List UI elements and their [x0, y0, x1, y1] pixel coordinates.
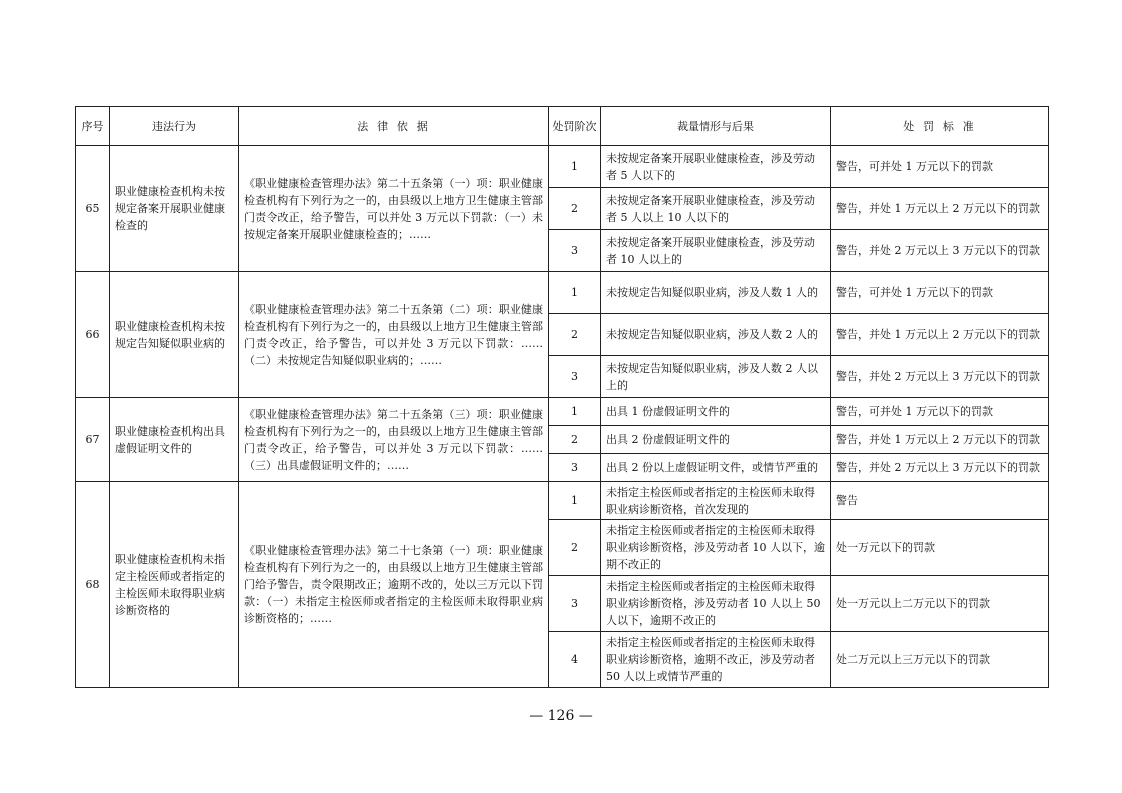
level-cell: 3: [549, 576, 601, 632]
circumstance-cell: 未指定主检医师或者指定的主检医师未取得职业病诊断资格，涉及劳动者 10 人以下，逾期不改正的: [601, 520, 831, 576]
legal-basis-cell: 《职业健康检查管理办法》第二十五条第（二）项：职业健康检查机构有下列行为之一的，由县级以上地方卫生健康主管部门责令改正，给予警告，可以并处 3 万元以下罚款：……（二）未按规定告知疑似职业病的；……: [239, 272, 549, 398]
table-row: [76, 398, 1049, 426]
standard-cell: 警告，并处 1 万元以上 2 万元以下的罚款: [831, 188, 1049, 230]
legal-basis-cell: 《职业健康检查管理办法》第二十五条第（三）项：职业健康检查机构有下列行为之一的，由县级以上地方卫生健康主管部门责令改正，给予警告，可以并处 3 万元以下罚款：……（三）出具虚假证明文件的；……: [239, 398, 549, 482]
level-cell: 2: [549, 426, 601, 454]
circumstance-cell: 未按规定备案开展职业健康检查，涉及劳动者 5 人以上 10 人以下的: [601, 188, 831, 230]
header-violation: 违法行为: [110, 107, 239, 146]
circumstance-cell: 未按规定告知疑似职业病，涉及人数 2 人以上的: [601, 356, 831, 398]
standard-cell: 处一万元以下的罚款: [831, 520, 1049, 576]
row-number: 68: [76, 482, 110, 688]
level-cell: 3: [549, 454, 601, 482]
header-standard: 处罚标准: [831, 107, 1049, 146]
penalty-table: [75, 106, 1049, 688]
level-cell: 3: [549, 356, 601, 398]
circumstance-cell: 未按规定备案开展职业健康检查，涉及劳动者 5 人以下的: [601, 146, 831, 188]
header-circumstances: 裁量情形与后果: [601, 107, 831, 146]
standard-cell: 警告，可并处 1 万元以下的罚款: [831, 398, 1049, 426]
level-cell: 2: [549, 188, 601, 230]
standard-cell: 处一万元以上二万元以下的罚款: [831, 576, 1049, 632]
circumstance-cell: 未指定主检医师或者指定的主检医师未取得职业病诊断资格，涉及劳动者 10 人以上 50 人以下，逾期不改正的: [601, 576, 831, 632]
standard-cell: 警告，并处 2 万元以上 3 万元以下的罚款: [831, 230, 1049, 272]
header-no: 序号: [76, 107, 110, 146]
standard-cell: 警告，并处 2 万元以上 3 万元以下的罚款: [831, 356, 1049, 398]
circumstance-cell: 未指定主检医师或者指定的主检医师未取得职业病诊断资格，逾期不改正，涉及劳动者 50 人以上或情节严重的: [601, 632, 831, 688]
row-number: 66: [76, 272, 110, 398]
circumstance-cell: 未按规定告知疑似职业病，涉及人数 1 人的: [601, 272, 831, 314]
standard-cell: 警告，可并处 1 万元以下的罚款: [831, 272, 1049, 314]
level-cell: 1: [549, 272, 601, 314]
header-level: 处罚阶次: [549, 107, 601, 146]
table-header-row: [76, 107, 1049, 146]
page-number: — 126 —: [529, 708, 593, 724]
table-row: [76, 146, 1049, 188]
violation-cell: 职业健康检查机构出具虚假证明文件的: [110, 398, 239, 482]
standard-cell: 警告，可并处 1 万元以下的罚款: [831, 146, 1049, 188]
legal-basis-cell: 《职业健康检查管理办法》第二十七条第（一）项：职业健康检查机构有下列行为之一的，由县级以上地方卫生健康主管部门给予警告，责令限期改正；逾期不改的，处以三万元以下罚款：（一）未指定主检医师或者指定的主检医师未取得职业病诊断资格的；……: [239, 482, 549, 688]
violation-cell: 职业健康检查机构未按规定备案开展职业健康检查的: [110, 146, 239, 272]
level-cell: 1: [549, 398, 601, 426]
level-cell: 2: [549, 314, 601, 356]
violation-cell: 职业健康检查机构未按规定告知疑似职业病的: [110, 272, 239, 398]
circumstance-cell: 未按规定备案开展职业健康检查，涉及劳动者 10 人以上的: [601, 230, 831, 272]
standard-cell: 警告，并处 1 万元以上 2 万元以下的罚款: [831, 314, 1049, 356]
table-row: [76, 482, 1049, 520]
circumstance-cell: 出具 1 份虚假证明文件的: [601, 398, 831, 426]
level-cell: 3: [549, 230, 601, 272]
legal-basis-cell: 《职业健康检查管理办法》第二十五条第（一）项：职业健康检查机构有下列行为之一的，由县级以上地方卫生健康主管部门责令改正，给予警告，可以并处 3 万元以下罚款：（一）未按规定备案开展职业健康检查的；……: [239, 146, 549, 272]
circumstance-cell: 未按规定告知疑似职业病，涉及人数 2 人的: [601, 314, 831, 356]
standard-cell: 警告，并处 1 万元以上 2 万元以下的罚款: [831, 426, 1049, 454]
standard-cell: 警告，并处 2 万元以上 3 万元以下的罚款: [831, 454, 1049, 482]
table-row: [76, 272, 1049, 314]
level-cell: 2: [549, 520, 601, 576]
standard-cell: 警告: [831, 482, 1049, 520]
violation-cell: 职业健康检查机构未指定主检医师或者指定的主检医师未取得职业病诊断资格的: [110, 482, 239, 688]
level-cell: 1: [549, 146, 601, 188]
circumstance-cell: 出具 2 份虚假证明文件的: [601, 426, 831, 454]
circumstance-cell: 未指定主检医师或者指定的主检医师未取得职业病诊断资格，首次发现的: [601, 482, 831, 520]
row-number: 67: [76, 398, 110, 482]
row-number: 65: [76, 146, 110, 272]
standard-cell: 处二万元以上三万元以下的罚款: [831, 632, 1049, 688]
level-cell: 1: [549, 482, 601, 520]
level-cell: 4: [549, 632, 601, 688]
header-legal-basis: 法律依据: [239, 107, 549, 146]
circumstance-cell: 出具 2 份以上虚假证明文件，或情节严重的: [601, 454, 831, 482]
